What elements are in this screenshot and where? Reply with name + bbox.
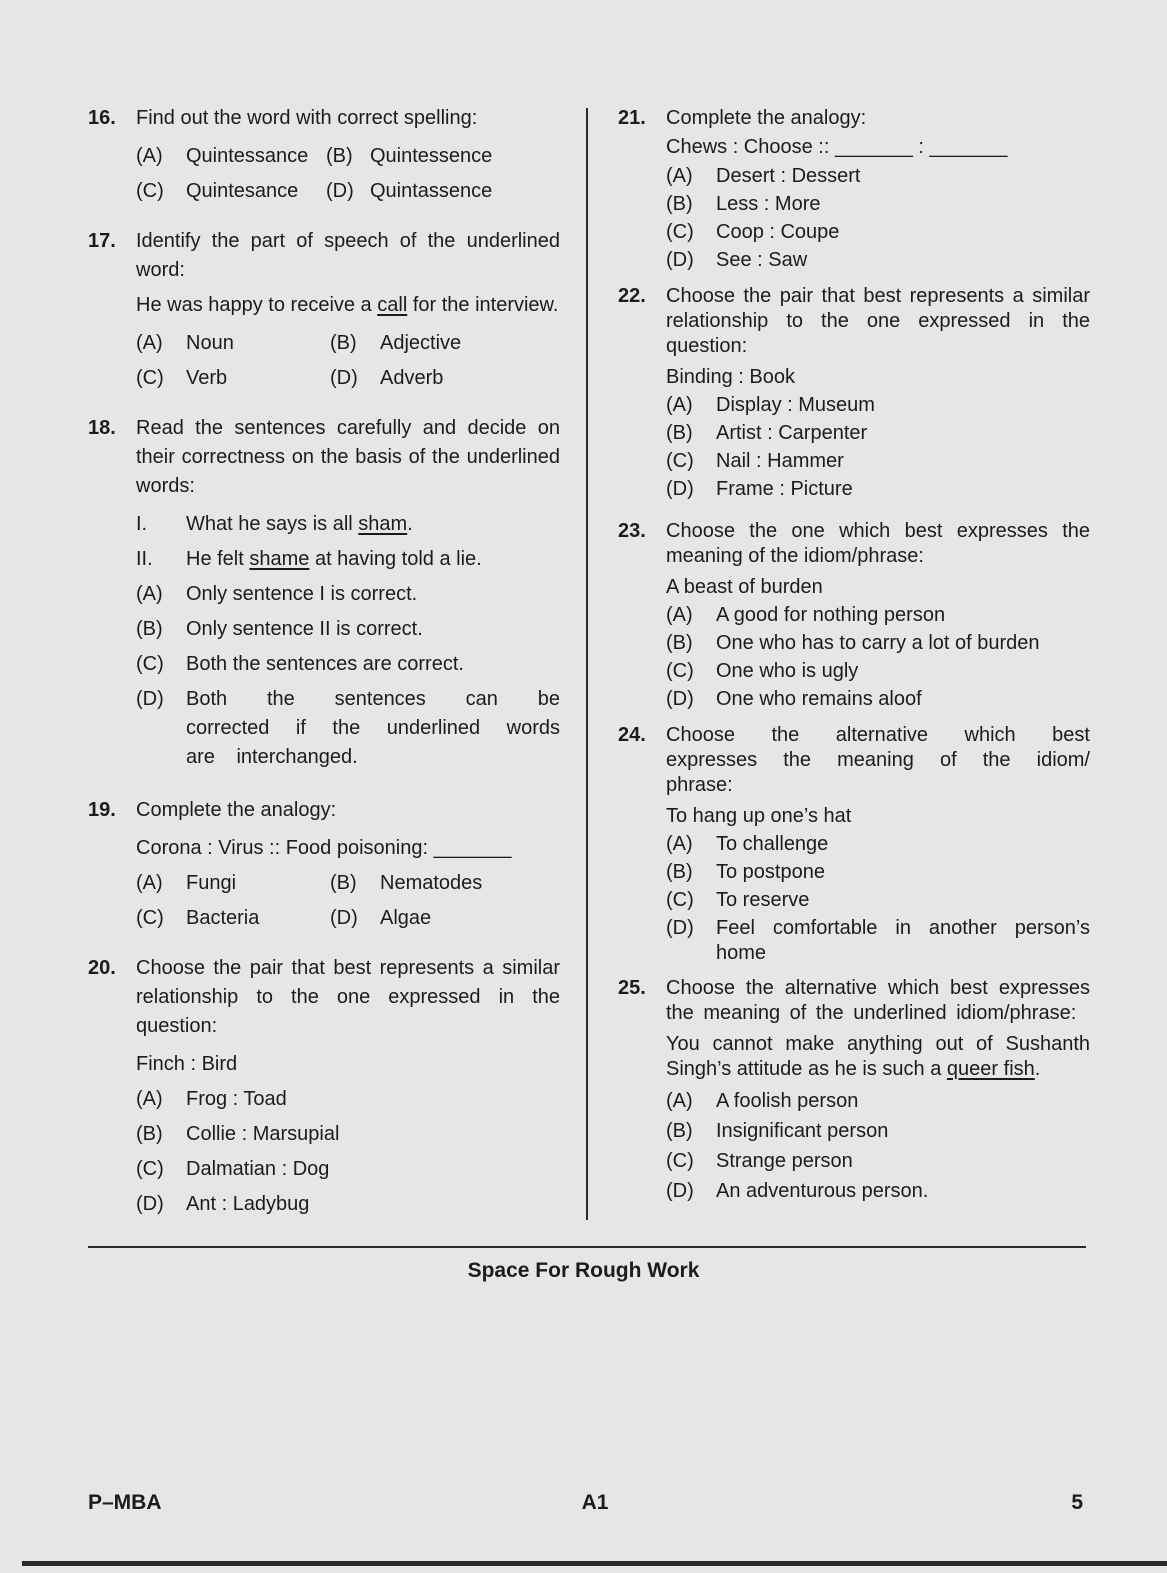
analogy-prompt: Corona : Virus :: Food poisoning: _______ <box>136 837 512 859</box>
option-c[interactable]: (C) Strange person <box>666 1150 853 1172</box>
bottom-border <box>22 1561 1167 1566</box>
question-16 <box>88 104 560 209</box>
question-number: 19. <box>88 799 116 821</box>
option-c[interactable]: (C) Verb <box>136 367 228 389</box>
question-stem: Find out the word with correct spelling: <box>136 107 478 129</box>
question-stem: Read the sentences carefully and decide on their correctness on the basis of the underlined words: <box>136 417 560 497</box>
option-a[interactable]: (A) Quintessance <box>136 145 309 167</box>
option-a[interactable]: (A) A foolish person <box>666 1090 859 1112</box>
question-number: 20. <box>88 957 116 979</box>
question-sentence: You cannot make anything out of Sushanth Singh’s attitude as he is such a queer fish. <box>666 1033 1090 1080</box>
question-20 <box>88 954 560 1222</box>
analogy-prompt: Chews : Choose :: _______ : _______ <box>666 136 1008 158</box>
question-number: 17. <box>88 230 116 252</box>
question-number: 21. <box>618 107 646 129</box>
option-b[interactable]: (B) One who has to carry a lot of burden <box>666 632 1040 654</box>
option-d[interactable]: (D) Quintassence <box>326 180 493 202</box>
question-number: 18. <box>88 417 116 439</box>
footer-series: A1 <box>581 1491 609 1514</box>
option-b[interactable]: (B) Artist : Carpenter <box>666 422 868 444</box>
right-column <box>618 104 1090 1206</box>
idiom-prompt: A beast of burden <box>666 576 823 598</box>
option-b[interactable]: (B) Adjective <box>330 332 462 354</box>
question-number: 23. <box>618 520 646 542</box>
option-b[interactable]: (B) Collie : Marsupial <box>136 1123 340 1145</box>
option-d[interactable]: (D) Feel comfortable in another person’s home <box>666 917 1090 964</box>
question-number: 24. <box>618 724 646 746</box>
question-stem: Choose the alternative which best expresses the meaning of the idiom/ phrase: <box>666 724 1090 796</box>
option-a[interactable]: (A) To challenge <box>666 833 829 855</box>
option-a[interactable]: (A) Only sentence I is correct. <box>136 583 418 605</box>
option-a[interactable]: (A) Frog : Toad <box>136 1088 287 1110</box>
question-23 <box>618 519 1090 713</box>
option-c[interactable]: (C) To reserve <box>666 889 810 911</box>
option-a[interactable]: (A) A good for nothing person <box>666 604 946 626</box>
option-d[interactable]: (D) One who remains aloof <box>666 688 922 710</box>
question-stem: Complete the analogy: <box>666 107 867 129</box>
option-d[interactable]: (D) See : Saw <box>666 249 808 271</box>
option-d[interactable]: (D) Ant : Ladybug <box>136 1193 310 1215</box>
question-stem: Choose the alternative which best expresses the meaning of the underlined idiom/phrase: <box>666 977 1090 1024</box>
left-column <box>88 104 560 1222</box>
option-c[interactable]: (C) One who is ugly <box>666 660 859 682</box>
option-c[interactable]: (C) Bacteria <box>136 907 260 929</box>
underlined-word: sham <box>358 513 408 535</box>
statement-i: I. What he says is all sham. <box>136 513 413 535</box>
option-d[interactable]: (D) Frame : Picture <box>666 478 853 500</box>
option-a[interactable]: (A) Noun <box>136 332 234 354</box>
option-a[interactable]: (A) Desert : Dessert <box>666 165 861 187</box>
option-d[interactable]: (D) An adventurous person. <box>666 1180 929 1202</box>
question-18 <box>88 414 560 772</box>
question-sentence: He was happy to receive a call for the interview. <box>136 294 559 316</box>
option-b[interactable]: (B) Insignificant person <box>666 1120 889 1142</box>
idiom-prompt: To hang up one’s hat <box>666 805 852 827</box>
footer-paper-code: P–MBA <box>88 1491 162 1514</box>
question-number: 16. <box>88 107 116 129</box>
question-19 <box>88 796 560 936</box>
option-c[interactable]: (C) Quintesance <box>136 180 299 202</box>
option-b[interactable]: (B) To postpone <box>666 861 825 883</box>
option-d[interactable]: (D) Both the sentences can be corrected if the underlined words are interchanged. <box>136 688 560 768</box>
question-stem: Complete the analogy: <box>136 799 337 821</box>
pair-prompt: Finch : Bird <box>136 1053 238 1075</box>
option-b[interactable]: (B) Nematodes <box>330 872 483 894</box>
section-rule <box>88 1246 1086 1248</box>
option-c[interactable]: (C) Both the sentences are correct. <box>136 653 464 675</box>
question-22 <box>618 284 1090 503</box>
underlined-word: shame <box>249 548 310 570</box>
column-divider <box>586 108 588 1220</box>
option-d[interactable]: (D) Adverb <box>330 367 444 389</box>
footer-page-number: 5 <box>1071 1491 1083 1514</box>
question-21 <box>618 104 1090 274</box>
underlined-phrase: queer fish <box>946 1058 1035 1080</box>
option-b[interactable]: (B) Less : More <box>666 193 821 215</box>
option-c[interactable]: (C) Dalmatian : Dog <box>136 1158 330 1180</box>
question-stem: Identify the part of speech of the underlined word: <box>136 230 560 281</box>
question-24 <box>618 723 1090 966</box>
question-17 <box>88 227 560 396</box>
statement-ii: II. He felt shame at having told a lie. <box>136 548 482 570</box>
question-stem: Choose the one which best expresses the meaning of the idiom/phrase: <box>666 520 1090 567</box>
question-number: 22. <box>618 285 646 307</box>
underlined-word: call <box>377 294 408 316</box>
option-d[interactable]: (D) Algae <box>330 907 432 929</box>
question-25 <box>618 976 1090 1206</box>
pair-prompt: Binding : Book <box>666 366 795 388</box>
rough-work-heading: Space For Rough Work <box>467 1259 700 1282</box>
option-a[interactable]: (A) Display : Museum <box>666 394 875 416</box>
option-a[interactable]: (A) Fungi <box>136 872 237 894</box>
question-stem: Choose the pair that best represents a similar relationship to the one expressed in the question: <box>136 957 560 1037</box>
question-stem: Choose the pair that best represents a similar relationship to the one expressed in the question: <box>666 285 1090 357</box>
option-c[interactable]: (C) Nail : Hammer <box>666 450 844 472</box>
option-b[interactable]: (B) Quintessence <box>326 145 493 167</box>
option-b[interactable]: (B) Only sentence II is correct. <box>136 618 423 640</box>
option-c[interactable]: (C) Coop : Coupe <box>666 221 840 243</box>
question-number: 25. <box>618 977 646 999</box>
